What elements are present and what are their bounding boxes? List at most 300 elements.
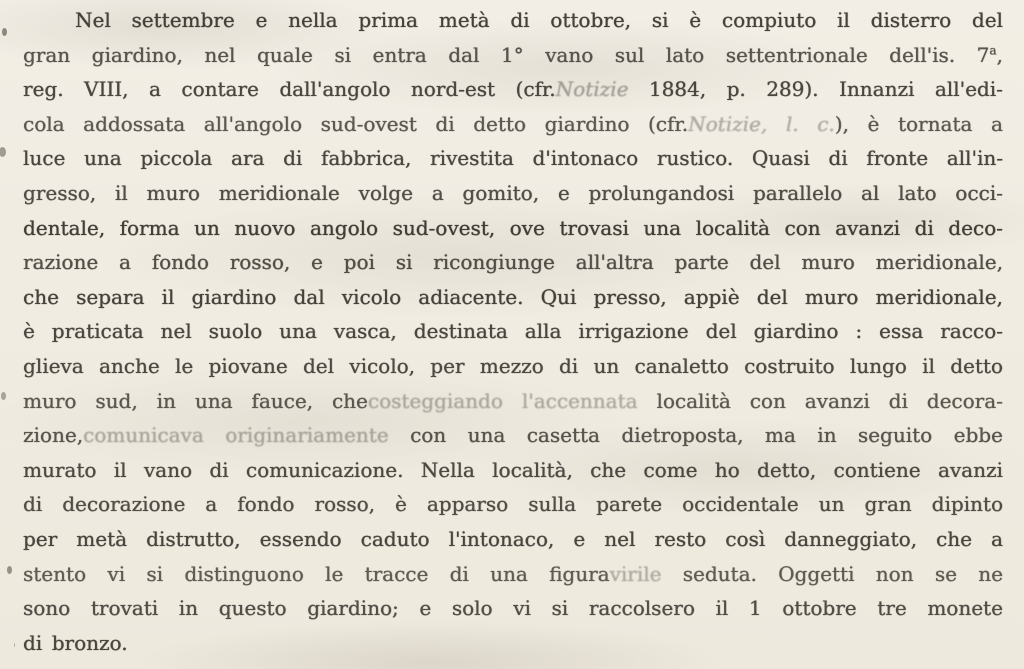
text-fragment: danneggiato, <box>784 526 917 551</box>
word <box>652 3 669 38</box>
text-fragment: se <box>934 561 957 586</box>
word <box>23 453 96 488</box>
word <box>715 453 740 488</box>
word <box>490 557 528 592</box>
word <box>23 522 57 557</box>
word <box>157 384 176 419</box>
text-fragment: dentale, <box>23 215 106 240</box>
word <box>418 280 523 315</box>
word <box>23 349 84 384</box>
text-fragment: vi <box>513 596 531 621</box>
text-line-11 <box>23 349 1003 384</box>
text-fragment: rosso, <box>314 492 375 517</box>
text-fragment: fronte <box>866 146 929 171</box>
text-fragment: che <box>590 457 627 482</box>
text-line-13 <box>23 418 1003 453</box>
text-fragment: luce <box>23 146 66 171</box>
text-fragment: sulla <box>528 492 577 517</box>
text-fragment: del <box>756 284 788 309</box>
text-line-3 <box>23 72 1003 107</box>
word <box>596 487 662 522</box>
text-fragment: essa <box>879 319 924 344</box>
word <box>877 591 906 626</box>
text-fragment: per <box>430 353 465 378</box>
text-fragment: è <box>689 8 702 32</box>
text-fragment: stento <box>23 561 87 586</box>
word <box>480 349 544 384</box>
word <box>683 557 757 592</box>
text-line-1 <box>23 3 1003 38</box>
text-fragment: parallelo <box>752 180 843 205</box>
text-fragment: tornata <box>897 111 973 136</box>
text-fragment: l. <box>785 111 799 136</box>
text-fragment: decora- <box>926 388 1003 413</box>
word <box>657 141 733 176</box>
word <box>935 557 957 592</box>
text-fragment: all'angolo <box>203 111 303 136</box>
text-fragment: una <box>84 146 122 171</box>
text-fragment: sud-ovest, <box>392 215 496 240</box>
word <box>915 211 934 246</box>
word <box>558 176 570 211</box>
word <box>184 557 303 592</box>
text-fragment: settentrionale <box>725 42 868 67</box>
word <box>204 107 302 142</box>
word <box>162 280 175 315</box>
text-fragment: 1884, <box>648 77 707 102</box>
text-fragment: Innanzi <box>839 77 915 102</box>
text-fragment: sud, <box>95 388 138 413</box>
text-fragment: appiè <box>683 284 740 309</box>
text-fragment: contiene <box>833 457 921 482</box>
word <box>525 314 562 349</box>
word <box>414 314 508 349</box>
word <box>889 384 908 419</box>
word <box>656 384 730 419</box>
word <box>784 211 820 246</box>
word <box>510 211 545 246</box>
text-fragment: mezzo <box>479 353 544 378</box>
word <box>321 141 411 176</box>
word <box>604 522 635 557</box>
word <box>950 349 1003 384</box>
word <box>234 211 295 246</box>
text-line-4 <box>23 107 1003 142</box>
text-fragment: si <box>334 42 351 67</box>
text-fragment: che <box>331 388 368 413</box>
word <box>359 176 413 211</box>
word <box>784 522 917 557</box>
word <box>433 245 555 280</box>
text-fragment: e <box>573 526 586 551</box>
word <box>593 280 666 315</box>
word <box>161 314 192 349</box>
word <box>23 211 105 246</box>
word <box>314 487 375 522</box>
word <box>361 522 430 557</box>
text-fragment: glieva <box>23 353 84 378</box>
text-fragment: del <box>749 250 781 275</box>
text-fragment: non <box>875 561 914 586</box>
text-fragment: apparso <box>426 492 509 517</box>
word <box>593 349 619 384</box>
text-fragment: di <box>435 111 455 136</box>
text-fragment: un <box>818 492 845 517</box>
word <box>23 176 96 211</box>
word <box>219 591 287 626</box>
text-fragment: parete <box>596 492 663 517</box>
word <box>573 522 585 557</box>
word <box>473 107 526 142</box>
text-fragment: , <box>996 42 1003 67</box>
text-fragment: irrigazione <box>578 319 689 344</box>
word <box>205 487 217 522</box>
word <box>114 453 127 488</box>
word <box>225 418 388 453</box>
word <box>76 522 127 557</box>
word <box>427 487 508 522</box>
text-fragment: che <box>936 526 972 551</box>
text-fragment: angolo <box>309 215 379 240</box>
word <box>311 245 323 280</box>
text-fragment: parte <box>674 250 729 275</box>
word <box>696 211 770 246</box>
text-fragment: vano <box>545 42 594 67</box>
text-fragment: distrutto, <box>146 526 241 551</box>
text-fragment: si <box>651 8 669 32</box>
text-fragment: cola <box>23 111 65 136</box>
text-fragment: presso, <box>593 284 667 309</box>
word <box>578 314 688 349</box>
text-fragment: a <box>431 180 444 205</box>
text-fragment: settembre <box>131 8 235 32</box>
text-fragment: si <box>551 596 569 621</box>
word <box>230 245 291 280</box>
text-fragment: località <box>695 215 770 240</box>
word <box>501 38 524 73</box>
word <box>516 72 629 107</box>
text-fragment: costeggiando <box>367 388 503 413</box>
text-fragment: le <box>325 561 344 586</box>
word <box>545 107 630 142</box>
text-fragment: disterro <box>870 8 952 32</box>
text-fragment: resto <box>654 526 707 551</box>
text-fragment: di <box>888 388 908 413</box>
word <box>778 557 854 592</box>
text-fragment: deco- <box>948 215 1003 240</box>
text-fragment: il <box>837 8 850 32</box>
text-fragment: con <box>749 388 786 413</box>
text-line-12 <box>23 384 1003 419</box>
text-fragment: (cfr. <box>515 77 556 102</box>
word <box>689 3 701 38</box>
text-fragment: piovane <box>208 353 288 378</box>
word <box>179 591 198 626</box>
word <box>62 487 185 522</box>
word <box>395 487 407 522</box>
text-fragment: come <box>643 457 698 482</box>
text-line-16 <box>23 522 1003 557</box>
text-fragment: una <box>490 561 528 586</box>
text-fragment: Quasi <box>751 146 810 171</box>
word <box>752 141 810 176</box>
word <box>332 384 503 419</box>
word <box>876 245 1003 280</box>
word <box>140 141 212 176</box>
text-fragment: l'accennata <box>521 388 638 413</box>
text-fragment: ma <box>764 423 796 448</box>
text-fragment: monete <box>927 596 1003 621</box>
word <box>879 314 923 349</box>
text-fragment: un <box>194 215 220 240</box>
text-line-18 <box>23 591 1003 626</box>
text-fragment: forma <box>119 215 180 240</box>
text-fragment: nel <box>160 319 192 344</box>
word <box>855 314 862 349</box>
word <box>972 3 1003 38</box>
text-fragment: anche <box>98 353 160 378</box>
text-fragment: addossata <box>83 111 186 136</box>
text-fragment: praticata <box>51 319 144 344</box>
text-fragment: fauce, <box>251 388 314 413</box>
word <box>257 38 313 73</box>
word <box>342 280 401 315</box>
text-fragment: a <box>148 77 161 102</box>
word <box>858 418 932 453</box>
text-fragment: a <box>118 250 131 275</box>
text-fragment: detto <box>950 353 1003 378</box>
word <box>430 141 514 176</box>
text-fragment: ), <box>834 111 849 136</box>
word <box>132 3 235 38</box>
word <box>513 591 531 626</box>
text-fragment: l'intonaco, <box>448 526 555 551</box>
word <box>726 38 868 73</box>
text-fragment: Nella <box>420 457 475 482</box>
text-fragment: questo <box>218 596 287 621</box>
word <box>279 72 390 107</box>
text-fragment: gran <box>864 492 912 517</box>
word <box>864 487 911 522</box>
word <box>279 314 317 349</box>
text-fragment: nel <box>204 42 236 67</box>
text-fragment: ricongiunge <box>433 250 555 275</box>
text-fragment: all'altra <box>575 250 654 275</box>
text-fragment: del <box>705 319 737 344</box>
word <box>801 245 854 280</box>
word <box>938 453 1003 488</box>
word <box>510 3 529 38</box>
text-fragment: gomito, <box>462 180 540 205</box>
text-fragment: c. <box>817 111 835 136</box>
text-fragment: occi- <box>955 180 1003 205</box>
text-fragment: e <box>311 250 323 275</box>
text-fragment: dietroposta, <box>621 423 744 448</box>
word <box>805 384 870 419</box>
text-fragment: destinata <box>413 319 508 344</box>
word <box>84 72 129 107</box>
word <box>358 3 418 38</box>
word <box>817 418 836 453</box>
text-fragment: il <box>161 284 175 309</box>
word <box>757 453 816 488</box>
word <box>643 211 681 246</box>
word <box>552 591 569 626</box>
word <box>310 211 378 246</box>
text-fragment: muro <box>146 180 200 205</box>
word <box>448 38 479 73</box>
word <box>935 72 1003 107</box>
text-fragment: virile <box>609 561 662 586</box>
text-fragment: rosso, <box>229 250 291 275</box>
text-fragment: d'intonaco <box>532 146 639 171</box>
word <box>492 453 573 488</box>
text-fragment: giardino; <box>307 596 399 621</box>
word <box>293 280 324 315</box>
word <box>419 591 431 626</box>
word <box>208 349 287 384</box>
text-fragment: ottobre, <box>550 8 632 32</box>
word <box>749 245 780 280</box>
word <box>541 280 577 315</box>
text-fragment: (cfr. <box>647 111 689 136</box>
text-fragment: di <box>914 215 934 240</box>
text-fragment: e <box>557 180 570 205</box>
text-fragment: trovati <box>90 596 159 621</box>
text-fragment: lato <box>898 180 937 205</box>
word <box>559 211 629 246</box>
word <box>410 418 446 453</box>
word <box>23 314 35 349</box>
word <box>119 245 131 280</box>
word <box>237 487 294 522</box>
text-fragment: 7 <box>976 42 990 67</box>
text-fragment: fabbrica, <box>320 146 412 171</box>
word <box>23 280 59 315</box>
word <box>805 280 858 315</box>
word <box>589 591 695 626</box>
text-fragment: ho <box>714 457 740 482</box>
text-fragment: lato <box>665 42 705 67</box>
word <box>922 349 935 384</box>
text-fragment: detto <box>473 111 526 136</box>
text-fragment: del <box>302 353 334 378</box>
text-fragment: VIII, <box>84 77 129 102</box>
ink-speck-artifacts <box>0 0 5 8</box>
word <box>115 176 128 211</box>
word <box>684 280 740 315</box>
word <box>868 107 880 142</box>
text-fragment: caduto <box>360 526 430 551</box>
word <box>936 522 972 557</box>
text-fragment: 1° <box>500 42 524 67</box>
word <box>23 245 98 280</box>
word <box>876 557 914 592</box>
text-line-15 <box>23 487 1003 522</box>
text-fragment: razione <box>23 250 99 275</box>
word <box>766 72 818 107</box>
text-fragment: racco- <box>940 319 1003 344</box>
word <box>146 522 240 557</box>
text-fragment: e <box>255 8 268 32</box>
text-fragment: giardino <box>544 111 630 136</box>
text-fragment: dal <box>448 42 480 67</box>
word <box>786 107 799 142</box>
word <box>871 3 952 38</box>
word <box>706 314 737 349</box>
word <box>307 591 399 626</box>
text-fragment: all'in- <box>946 146 1003 171</box>
text-fragment: così <box>725 526 766 551</box>
text-fragment: reg. <box>23 77 64 102</box>
word <box>52 314 144 349</box>
text-fragment: solo <box>451 596 493 621</box>
word <box>91 591 158 626</box>
text-fragment: canaletto <box>634 353 729 378</box>
word <box>92 38 183 73</box>
word <box>449 522 555 557</box>
text-fragment: alla <box>524 319 562 344</box>
word <box>439 3 490 38</box>
text-fragment: zione, <box>23 423 84 448</box>
word <box>432 176 444 211</box>
word <box>325 557 343 592</box>
text-fragment: fondo <box>151 250 209 275</box>
text-fragment: per <box>23 526 58 551</box>
text-fragment: che <box>23 284 59 309</box>
text-fragment: vasca, <box>333 319 397 344</box>
word <box>727 72 746 107</box>
text-fragment: poi <box>343 250 375 275</box>
text-fragment: si <box>146 561 164 586</box>
text-fragment: giardino <box>753 319 839 344</box>
word <box>23 591 70 626</box>
word <box>545 38 593 73</box>
word <box>666 38 704 73</box>
text-fragment: il <box>113 457 127 482</box>
text-fragment: di <box>449 561 469 586</box>
word <box>675 245 729 280</box>
text-fragment: entra <box>372 42 427 67</box>
text-fragment: decorazione <box>62 492 186 517</box>
word <box>839 72 914 107</box>
word <box>866 141 928 176</box>
word <box>209 453 228 488</box>
word <box>435 107 454 142</box>
word <box>753 176 842 211</box>
word <box>898 107 972 142</box>
text-fragment: nord-est <box>410 77 496 102</box>
word <box>991 107 1003 142</box>
text-fragment: meridionale <box>218 180 340 205</box>
text-fragment: fondo <box>237 492 295 517</box>
word <box>321 107 417 142</box>
word <box>452 591 493 626</box>
word <box>947 141 1003 176</box>
word <box>590 453 626 488</box>
text-fragment: un <box>593 353 620 378</box>
text-fragment: giardino, <box>91 42 183 67</box>
text-fragment: prolungandosi <box>588 180 735 205</box>
text-fragment: all'edi- <box>934 77 1003 102</box>
text-fragment: di <box>558 353 579 378</box>
word <box>715 591 728 626</box>
word <box>99 349 160 384</box>
text-fragment: al <box>861 180 880 205</box>
text-fragment: : <box>855 319 863 344</box>
word <box>204 38 235 73</box>
text-fragment: località <box>656 388 731 413</box>
